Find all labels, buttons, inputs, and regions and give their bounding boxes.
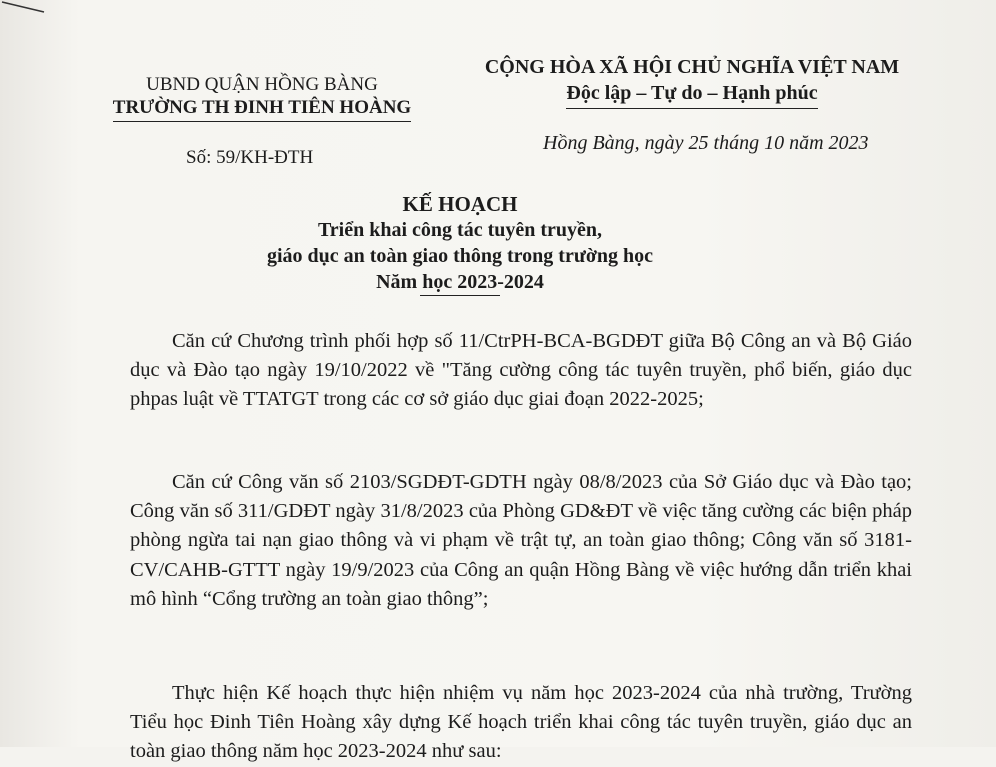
national-name: CỘNG HÒA XÃ HỘI CHỦ NGHĨA VIỆT NAM	[484, 56, 900, 78]
issuing-agency-block	[96, 74, 428, 122]
document-title-line-1: Triển khai công tác tuyên truyền,	[317, 219, 603, 241]
title-underline	[420, 295, 500, 296]
school-year: Năm học 2023-2024	[376, 271, 544, 293]
paragraph-basis-1: Căn cứ Chương trình phối hợp số 11/CtrPH-BCA-BGDĐT giữa Bộ Công an và Bộ Giáo dục và Đào tạo ngày 19/10/2022 về "Tăng cường công tác tuyên truyền, phổ biến, giáo dục phpas luật về TTATGT trong các cơ sở giáo dục giai đoạn 2022-2025;	[130, 330, 912, 411]
agency-parent: UBND QUẬN HỒNG BÀNG	[146, 74, 378, 95]
document-title-block	[170, 191, 750, 296]
paragraph-basis-2: Căn cứ Công văn số 2103/SGDĐT-GDTH ngày 08/8/2023 của Sở Giáo dục và Đào tạo; Công văn số 311/GDĐT ngày 31/8/2023 của Phòng GD&ĐT về việc tăng cường các biện pháp phòng ngừa tai nạn giao thông và vi phạm về trật tự, an toàn giao thông; Công văn số 3181-CV/CAHB-GTTT ngày 19/9/2023 của Công an quận Hồng Bàng về việc hướng dẫn triển khai mô hình “Cổng trường an toàn giao thông”;	[130, 471, 912, 610]
document-type: KẾ HOẠCH	[402, 192, 518, 216]
issue-date: Hồng Bàng, ngày 25 tháng 10 năm 2023	[543, 132, 869, 154]
document-title-line-2: giáo dục an toàn giao thông trong trường học	[266, 245, 654, 267]
document-number: Số: 59/KH-ĐTH	[186, 147, 314, 168]
agency-school: TRƯỜNG TH ĐINH TIÊN HOÀNG	[113, 97, 411, 122]
pen-mark	[0, 0, 48, 14]
national-motto: Độc lập – Tự do – Hạnh phúc	[566, 80, 817, 109]
national-motto-block	[468, 54, 916, 109]
paragraph-implementation: Thực hiện Kế hoạch thực hiện nhiệm vụ năm học 2023-2024 của nhà trường, Trường Tiểu học Đinh Tiên Hoàng xây dựng Kế hoạch triển khai công tác tuyên truyền, giáo dục an toàn giao thông năm học 2023-2024 như sau:	[130, 682, 912, 763]
